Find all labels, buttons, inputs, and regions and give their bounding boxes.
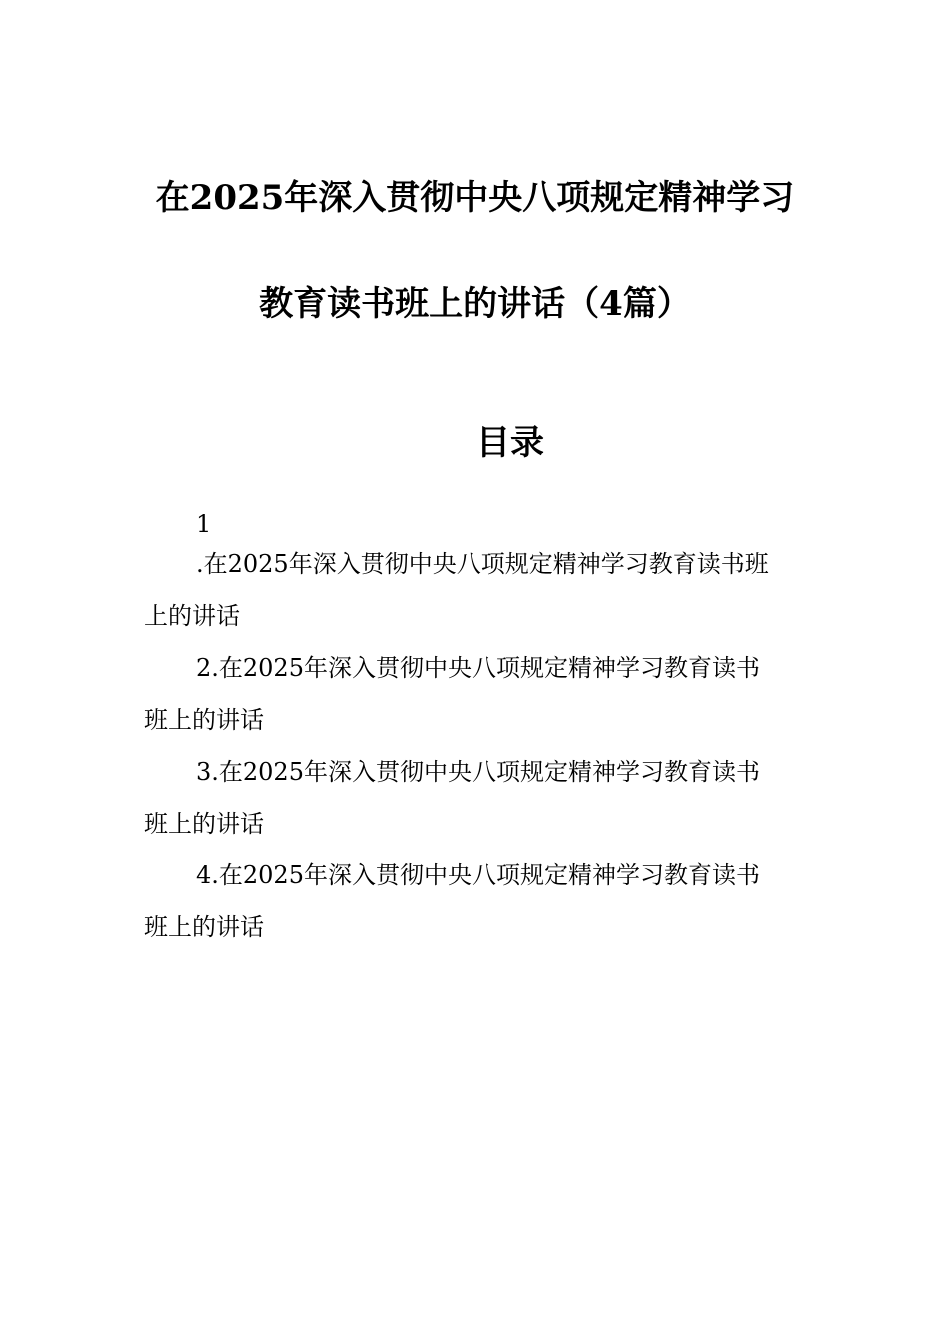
- toc-heading: 目录: [476, 423, 544, 463]
- toc-item-1-line-1: .在2025年深入贯彻中央八项规定精神学习教育读书班: [196, 550, 769, 578]
- toc-item-4-line-1: 4.在2025年深入贯彻中央八项规定精神学习教育读书: [196, 861, 760, 889]
- document-title-line-1: 在2025年深入贯彻中央八项规定精神学习: [155, 178, 795, 218]
- toc-item-3-line-1: 3.在2025年深入贯彻中央八项规定精神学习教育读书: [196, 758, 760, 786]
- toc-item-4-line-2: 班上的讲话: [144, 913, 264, 941]
- toc-item-2-line-1: 2.在2025年深入贯彻中央八项规定精神学习教育读书: [196, 654, 760, 682]
- toc-item-2-line-2: 班上的讲话: [144, 706, 264, 734]
- toc-item-1-line-2: 上的讲话: [144, 602, 240, 630]
- toc-item-1-number: 1: [196, 510, 212, 538]
- document-title-line-2: 教育读书班上的讲话（4篇）: [259, 284, 691, 324]
- toc-item-3-line-2: 班上的讲话: [144, 810, 264, 838]
